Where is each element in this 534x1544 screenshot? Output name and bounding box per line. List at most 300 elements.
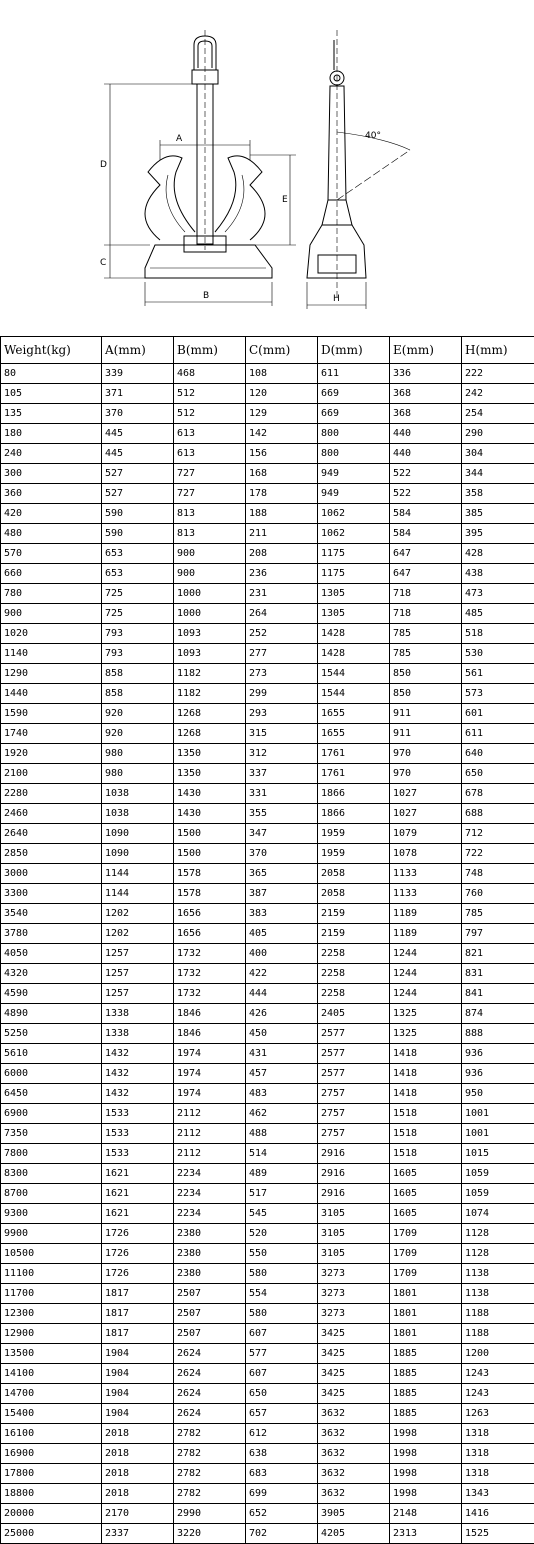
cell-d: 3105 <box>318 1204 390 1224</box>
cell-d: 3105 <box>318 1244 390 1264</box>
cell-e: 522 <box>390 464 462 484</box>
table-row <box>1 764 534 784</box>
cell-a: 339 <box>102 364 174 384</box>
cell-b: 512 <box>174 384 246 404</box>
cell-weight: 3000 <box>1 864 102 884</box>
cell-a: 1202 <box>102 924 174 944</box>
cell-c: 652 <box>246 1504 318 1524</box>
cell-c: 514 <box>246 1144 318 1164</box>
cell-e: 647 <box>390 564 462 584</box>
cell-weight: 4590 <box>1 984 102 1004</box>
cell-d: 3632 <box>318 1484 390 1504</box>
cell-a: 1621 <box>102 1184 174 1204</box>
cell-h: 760 <box>462 884 534 904</box>
table-header-row <box>1 337 534 364</box>
cell-e: 1885 <box>390 1344 462 1364</box>
cell-d: 3273 <box>318 1284 390 1304</box>
cell-a: 370 <box>102 404 174 424</box>
cell-e: 718 <box>390 604 462 624</box>
cell-a: 980 <box>102 764 174 784</box>
cell-d: 1062 <box>318 504 390 524</box>
cell-d: 2058 <box>318 864 390 884</box>
cell-b: 468 <box>174 364 246 384</box>
cell-a: 2018 <box>102 1444 174 1464</box>
cell-c: 426 <box>246 1004 318 1024</box>
cell-b: 2507 <box>174 1304 246 1324</box>
cell-h: 1525 <box>462 1524 534 1544</box>
cell-c: 431 <box>246 1044 318 1064</box>
cell-d: 2159 <box>318 924 390 944</box>
cell-a: 2170 <box>102 1504 174 1524</box>
cell-h: 1318 <box>462 1424 534 1444</box>
cell-e: 1027 <box>390 784 462 804</box>
table-row <box>1 844 534 864</box>
table-row <box>1 564 534 584</box>
cell-b: 2782 <box>174 1484 246 1504</box>
cell-d: 3632 <box>318 1424 390 1444</box>
cell-c: 108 <box>246 364 318 384</box>
cell-a: 1038 <box>102 804 174 824</box>
cell-h: 1001 <box>462 1124 534 1144</box>
cell-a: 1904 <box>102 1364 174 1384</box>
table-row <box>1 1104 534 1124</box>
cell-e: 1885 <box>390 1384 462 1404</box>
table-row <box>1 704 534 724</box>
cell-d: 2577 <box>318 1044 390 1064</box>
cell-e: 647 <box>390 544 462 564</box>
cell-a: 980 <box>102 744 174 764</box>
cell-b: 1093 <box>174 644 246 664</box>
cell-b: 1430 <box>174 784 246 804</box>
cell-d: 2577 <box>318 1024 390 1044</box>
cell-h: 601 <box>462 704 534 724</box>
cell-d: 800 <box>318 444 390 464</box>
cell-h: 395 <box>462 524 534 544</box>
cell-c: 400 <box>246 944 318 964</box>
table-row <box>1 1444 534 1464</box>
cell-c: 650 <box>246 1384 318 1404</box>
cell-weight: 2460 <box>1 804 102 824</box>
table-row <box>1 1524 534 1544</box>
cell-weight: 660 <box>1 564 102 584</box>
cell-e: 1885 <box>390 1364 462 1384</box>
table-row <box>1 1244 534 1264</box>
cell-e: 970 <box>390 764 462 784</box>
table-row <box>1 624 534 644</box>
cell-weight: 2100 <box>1 764 102 784</box>
cell-h: 1318 <box>462 1464 534 1484</box>
cell-c: 520 <box>246 1224 318 1244</box>
cell-a: 1621 <box>102 1204 174 1224</box>
cell-weight: 4320 <box>1 964 102 984</box>
table-row <box>1 524 534 544</box>
cell-weight: 3780 <box>1 924 102 944</box>
cell-d: 1175 <box>318 564 390 584</box>
cell-b: 2624 <box>174 1404 246 1424</box>
cell-b: 727 <box>174 484 246 504</box>
cell-b: 1732 <box>174 964 246 984</box>
cell-weight: 6450 <box>1 1084 102 1104</box>
cell-h: 821 <box>462 944 534 964</box>
cell-c: 211 <box>246 524 318 544</box>
cell-b: 2380 <box>174 1244 246 1264</box>
cell-weight: 8700 <box>1 1184 102 1204</box>
cell-e: 718 <box>390 584 462 604</box>
cell-h: 1243 <box>462 1364 534 1384</box>
cell-d: 1655 <box>318 704 390 724</box>
cell-weight: 1440 <box>1 684 102 704</box>
cell-a: 2337 <box>102 1524 174 1544</box>
cell-c: 683 <box>246 1464 318 1484</box>
cell-e: 1244 <box>390 964 462 984</box>
cell-d: 2258 <box>318 984 390 1004</box>
table-row <box>1 644 534 664</box>
cell-a: 1432 <box>102 1044 174 1064</box>
table-row <box>1 1164 534 1184</box>
cell-e: 1801 <box>390 1324 462 1344</box>
cell-weight: 16100 <box>1 1424 102 1444</box>
table-row <box>1 424 534 444</box>
cell-d: 3425 <box>318 1344 390 1364</box>
cell-c: 657 <box>246 1404 318 1424</box>
header-h: H(mm) <box>462 337 534 364</box>
table-row <box>1 1084 534 1104</box>
cell-a: 1726 <box>102 1264 174 1284</box>
dimension-lines <box>104 84 366 309</box>
cell-c: 517 <box>246 1184 318 1204</box>
table-row <box>1 904 534 924</box>
cell-b: 613 <box>174 424 246 444</box>
label-d: D <box>100 160 107 170</box>
cell-d: 3632 <box>318 1444 390 1464</box>
cell-a: 527 <box>102 464 174 484</box>
cell-e: 1325 <box>390 1024 462 1044</box>
table-row <box>1 1024 534 1044</box>
cell-b: 1500 <box>174 824 246 844</box>
cell-d: 1761 <box>318 764 390 784</box>
table-row <box>1 1484 534 1504</box>
cell-weight: 9300 <box>1 1204 102 1224</box>
cell-a: 1904 <box>102 1344 174 1364</box>
cell-c: 168 <box>246 464 318 484</box>
cell-b: 2507 <box>174 1324 246 1344</box>
cell-d: 669 <box>318 404 390 424</box>
cell-h: 831 <box>462 964 534 984</box>
cell-e: 1605 <box>390 1164 462 1184</box>
cell-b: 1500 <box>174 844 246 864</box>
cell-h: 485 <box>462 604 534 624</box>
cell-a: 1144 <box>102 864 174 884</box>
cell-e: 1027 <box>390 804 462 824</box>
cell-d: 1959 <box>318 824 390 844</box>
header-e: E(mm) <box>390 337 462 364</box>
cell-a: 920 <box>102 724 174 744</box>
cell-e: 368 <box>390 384 462 404</box>
cell-e: 336 <box>390 364 462 384</box>
cell-c: 450 <box>246 1024 318 1044</box>
table-row <box>1 1264 534 1284</box>
cell-a: 1817 <box>102 1304 174 1324</box>
cell-h: 888 <box>462 1024 534 1044</box>
cell-c: 129 <box>246 404 318 424</box>
table-row <box>1 444 534 464</box>
cell-e: 1998 <box>390 1484 462 1504</box>
cell-e: 1885 <box>390 1404 462 1424</box>
cell-d: 1544 <box>318 664 390 684</box>
cell-weight: 1290 <box>1 664 102 684</box>
cell-a: 1257 <box>102 964 174 984</box>
cell-d: 2405 <box>318 1004 390 1024</box>
cell-c: 457 <box>246 1064 318 1084</box>
cell-h: 1138 <box>462 1284 534 1304</box>
cell-e: 911 <box>390 724 462 744</box>
table-body <box>1 364 534 1544</box>
table-row <box>1 884 534 904</box>
cell-e: 1418 <box>390 1064 462 1084</box>
cell-weight: 13500 <box>1 1344 102 1364</box>
table-row <box>1 1184 534 1204</box>
cell-d: 1655 <box>318 724 390 744</box>
cell-b: 1656 <box>174 924 246 944</box>
cell-h: 1318 <box>462 1444 534 1464</box>
cell-e: 1518 <box>390 1104 462 1124</box>
cell-h: 561 <box>462 664 534 684</box>
cell-b: 1732 <box>174 944 246 964</box>
cell-a: 1533 <box>102 1104 174 1124</box>
cell-weight: 7350 <box>1 1124 102 1144</box>
table-row <box>1 664 534 684</box>
cell-b: 1350 <box>174 744 246 764</box>
cell-c: 365 <box>246 864 318 884</box>
cell-a: 1090 <box>102 844 174 864</box>
cell-weight: 420 <box>1 504 102 524</box>
cell-e: 1998 <box>390 1464 462 1484</box>
cell-c: 273 <box>246 664 318 684</box>
cell-c: 545 <box>246 1204 318 1224</box>
header-a: A(mm) <box>102 337 174 364</box>
cell-d: 2159 <box>318 904 390 924</box>
cell-a: 858 <box>102 664 174 684</box>
cell-c: 580 <box>246 1304 318 1324</box>
cell-weight: 6000 <box>1 1064 102 1084</box>
cell-c: 383 <box>246 904 318 924</box>
cell-d: 3273 <box>318 1304 390 1324</box>
cell-b: 2234 <box>174 1164 246 1184</box>
table-row <box>1 1304 534 1324</box>
cell-e: 1078 <box>390 844 462 864</box>
cell-d: 1175 <box>318 544 390 564</box>
table-row <box>1 1424 534 1444</box>
cell-h: 1015 <box>462 1144 534 1164</box>
cell-weight: 300 <box>1 464 102 484</box>
cell-a: 1533 <box>102 1124 174 1144</box>
cell-d: 1866 <box>318 804 390 824</box>
table-row <box>1 1324 534 1344</box>
cell-d: 2577 <box>318 1064 390 1084</box>
table-row <box>1 964 534 984</box>
cell-c: 405 <box>246 924 318 944</box>
cell-c: 252 <box>246 624 318 644</box>
cell-h: 950 <box>462 1084 534 1104</box>
cell-weight: 2850 <box>1 844 102 864</box>
cell-e: 1709 <box>390 1224 462 1244</box>
cell-e: 1244 <box>390 944 462 964</box>
cell-c: 312 <box>246 744 318 764</box>
cell-h: 1001 <box>462 1104 534 1124</box>
cell-e: 1418 <box>390 1044 462 1064</box>
cell-h: 518 <box>462 624 534 644</box>
cell-d: 1544 <box>318 684 390 704</box>
table-row <box>1 864 534 884</box>
cell-a: 1338 <box>102 1024 174 1044</box>
cell-b: 1846 <box>174 1004 246 1024</box>
cell-h: 611 <box>462 724 534 744</box>
cell-h: 304 <box>462 444 534 464</box>
cell-c: 550 <box>246 1244 318 1264</box>
cell-d: 1959 <box>318 844 390 864</box>
cell-c: 236 <box>246 564 318 584</box>
cell-d: 1305 <box>318 584 390 604</box>
cell-weight: 8300 <box>1 1164 102 1184</box>
cell-weight: 11700 <box>1 1284 102 1304</box>
table-row <box>1 364 534 384</box>
cell-weight: 20000 <box>1 1504 102 1524</box>
label-e: E <box>282 195 288 205</box>
cell-a: 793 <box>102 644 174 664</box>
cell-a: 1038 <box>102 784 174 804</box>
cell-weight: 25000 <box>1 1524 102 1544</box>
table-row <box>1 1464 534 1484</box>
table-row <box>1 544 534 564</box>
cell-weight: 14700 <box>1 1384 102 1404</box>
cell-e: 1709 <box>390 1244 462 1264</box>
cell-h: 1059 <box>462 1164 534 1184</box>
cell-e: 1189 <box>390 904 462 924</box>
cell-e: 1605 <box>390 1184 462 1204</box>
cell-c: 347 <box>246 824 318 844</box>
cell-d: 2757 <box>318 1124 390 1144</box>
cell-weight: 18800 <box>1 1484 102 1504</box>
cell-h: 1343 <box>462 1484 534 1504</box>
table-row <box>1 1344 534 1364</box>
cell-a: 1904 <box>102 1384 174 1404</box>
cell-b: 1732 <box>174 984 246 1004</box>
cell-d: 3425 <box>318 1384 390 1404</box>
cell-b: 1974 <box>174 1044 246 1064</box>
table-row <box>1 1144 534 1164</box>
cell-e: 1418 <box>390 1084 462 1104</box>
cell-b: 1268 <box>174 704 246 724</box>
cell-h: 722 <box>462 844 534 864</box>
cell-a: 2018 <box>102 1484 174 1504</box>
cell-c: 231 <box>246 584 318 604</box>
cell-weight: 3540 <box>1 904 102 924</box>
cell-weight: 1140 <box>1 644 102 664</box>
table-row <box>1 1124 534 1144</box>
cell-weight: 570 <box>1 544 102 564</box>
cell-c: 422 <box>246 964 318 984</box>
cell-b: 2624 <box>174 1384 246 1404</box>
cell-h: 678 <box>462 784 534 804</box>
cell-h: 797 <box>462 924 534 944</box>
anchor-side-view <box>307 30 410 300</box>
cell-e: 1325 <box>390 1004 462 1024</box>
cell-c: 554 <box>246 1284 318 1304</box>
cell-h: 1059 <box>462 1184 534 1204</box>
cell-c: 331 <box>246 784 318 804</box>
cell-weight: 7800 <box>1 1144 102 1164</box>
cell-e: 2148 <box>390 1504 462 1524</box>
label-a: A <box>176 134 183 144</box>
cell-h: 438 <box>462 564 534 584</box>
cell-h: 358 <box>462 484 534 504</box>
table-row <box>1 1064 534 1084</box>
cell-weight: 6900 <box>1 1104 102 1124</box>
cell-e: 1133 <box>390 884 462 904</box>
cell-d: 3105 <box>318 1224 390 1244</box>
table-row <box>1 1004 534 1024</box>
table-row <box>1 504 534 524</box>
cell-c: 337 <box>246 764 318 784</box>
cell-h: 290 <box>462 424 534 444</box>
cell-weight: 105 <box>1 384 102 404</box>
label-b: B <box>203 291 209 301</box>
header-weight: Weight(kg) <box>1 337 102 364</box>
cell-weight: 480 <box>1 524 102 544</box>
cell-d: 611 <box>318 364 390 384</box>
cell-e: 1518 <box>390 1124 462 1144</box>
table-row <box>1 784 534 804</box>
table-row <box>1 384 534 404</box>
cell-h: 222 <box>462 364 534 384</box>
table-row <box>1 984 534 1004</box>
cell-d: 1305 <box>318 604 390 624</box>
cell-c: 387 <box>246 884 318 904</box>
header-b: B(mm) <box>174 337 246 364</box>
cell-weight: 1590 <box>1 704 102 724</box>
cell-b: 813 <box>174 504 246 524</box>
cell-weight: 1920 <box>1 744 102 764</box>
cell-c: 142 <box>246 424 318 444</box>
cell-b: 1000 <box>174 584 246 604</box>
cell-b: 2990 <box>174 1504 246 1524</box>
cell-a: 1533 <box>102 1144 174 1164</box>
cell-weight: 360 <box>1 484 102 504</box>
cell-d: 1062 <box>318 524 390 544</box>
table-row <box>1 1404 534 1424</box>
cell-c: 607 <box>246 1364 318 1384</box>
cell-e: 1998 <box>390 1424 462 1444</box>
cell-a: 445 <box>102 424 174 444</box>
label-h: H <box>333 294 340 304</box>
cell-a: 445 <box>102 444 174 464</box>
cell-d: 1428 <box>318 624 390 644</box>
cell-a: 1726 <box>102 1244 174 1264</box>
table-row <box>1 584 534 604</box>
cell-h: 936 <box>462 1044 534 1064</box>
cell-h: 874 <box>462 1004 534 1024</box>
cell-b: 2507 <box>174 1284 246 1304</box>
cell-a: 1432 <box>102 1064 174 1084</box>
cell-e: 1133 <box>390 864 462 884</box>
cell-weight: 14100 <box>1 1364 102 1384</box>
cell-h: 344 <box>462 464 534 484</box>
cell-c: 315 <box>246 724 318 744</box>
cell-d: 3632 <box>318 1464 390 1484</box>
cell-c: 208 <box>246 544 318 564</box>
label-c: C <box>100 258 106 268</box>
cell-a: 527 <box>102 484 174 504</box>
